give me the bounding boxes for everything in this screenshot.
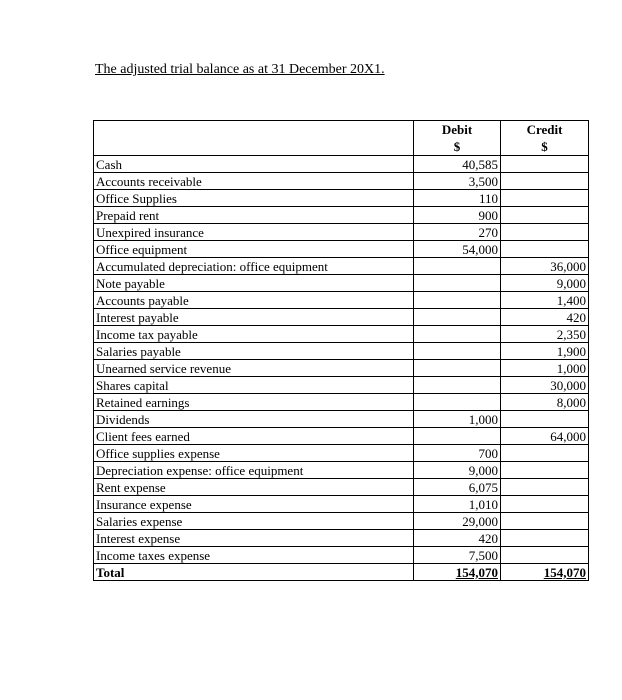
- account-cell: Client fees earned: [94, 428, 414, 445]
- credit-cell: [501, 241, 589, 258]
- account-cell: Office Supplies: [94, 190, 414, 207]
- debit-currency-label: $: [453, 139, 461, 154]
- table-row: [94, 479, 589, 496]
- credit-cell: [501, 496, 589, 513]
- table-total-row: [94, 564, 589, 581]
- total-credit-cell: [501, 564, 589, 581]
- debit-cell: 420: [414, 530, 501, 547]
- debit-cell: 900: [414, 207, 501, 224]
- account-cell: Salaries payable: [94, 343, 414, 360]
- credit-cell: [501, 547, 589, 564]
- table-row: [94, 462, 589, 479]
- debit-cell: 3,500: [414, 173, 501, 190]
- credit-cell: 2,350: [501, 326, 589, 343]
- debit-cell: 40,585: [414, 156, 501, 173]
- table-row: [94, 258, 589, 275]
- account-cell: Accumulated depreciation: office equipment: [94, 258, 414, 275]
- document-title: The adjusted trial balance as at 31 December 20X1.: [95, 62, 385, 77]
- table-row: [94, 377, 589, 394]
- credit-cell: 9,000: [501, 275, 589, 292]
- table-row: [94, 309, 589, 326]
- table-row: [94, 326, 589, 343]
- credit-cell: [501, 513, 589, 530]
- account-cell: Rent expense: [94, 479, 414, 496]
- credit-cell: 1,000: [501, 360, 589, 377]
- debit-cell: [414, 292, 501, 309]
- total-debit-cell: [414, 564, 501, 581]
- credit-cell: [501, 462, 589, 479]
- debit-column-header: [414, 121, 501, 156]
- table-row: [94, 513, 589, 530]
- table-row: [94, 275, 589, 292]
- debit-cell: [414, 377, 501, 394]
- table-row: [94, 156, 589, 173]
- credit-cell: [501, 224, 589, 241]
- account-cell: Income taxes expense: [94, 547, 414, 564]
- account-cell: Prepaid rent: [94, 207, 414, 224]
- table-row: [94, 241, 589, 258]
- account-column-header: [94, 121, 414, 156]
- account-cell: Interest expense: [94, 530, 414, 547]
- credit-cell: [501, 411, 589, 428]
- account-cell: Office equipment: [94, 241, 414, 258]
- credit-cell: 30,000: [501, 377, 589, 394]
- account-cell: Salaries expense: [94, 513, 414, 530]
- credit-cell: [501, 173, 589, 190]
- credit-currency-label: $: [541, 139, 548, 154]
- credit-cell: 1,900: [501, 343, 589, 360]
- account-cell: Depreciation expense: office equipment: [94, 462, 414, 479]
- account-cell: Retained earnings: [94, 394, 414, 411]
- debit-cell: 29,000: [414, 513, 501, 530]
- table-row: [94, 428, 589, 445]
- credit-cell: [501, 156, 589, 173]
- debit-cell: 270: [414, 224, 501, 241]
- trial-balance-table: [93, 120, 589, 581]
- credit-cell: 1,400: [501, 292, 589, 309]
- debit-cell: 54,000: [414, 241, 501, 258]
- account-cell: Dividends: [94, 411, 414, 428]
- debit-cell: 9,000: [414, 462, 501, 479]
- total-credit-value: 154,070: [543, 564, 586, 580]
- account-cell: Cash: [94, 156, 414, 173]
- credit-header-label: Credit: [526, 122, 563, 137]
- account-cell: Unexpired insurance: [94, 224, 414, 241]
- table-row: [94, 360, 589, 377]
- total-debit-value: 154,070: [455, 564, 498, 580]
- credit-cell: 420: [501, 309, 589, 326]
- account-cell: Note payable: [94, 275, 414, 292]
- table-body: [94, 156, 589, 581]
- credit-cell: 64,000: [501, 428, 589, 445]
- debit-cell: [414, 394, 501, 411]
- debit-cell: 700: [414, 445, 501, 462]
- table-row: [94, 207, 589, 224]
- table-row: [94, 173, 589, 190]
- table-row: [94, 547, 589, 564]
- account-cell: Shares capital: [94, 377, 414, 394]
- table-row: [94, 190, 589, 207]
- debit-cell: [414, 326, 501, 343]
- table-row: [94, 224, 589, 241]
- debit-cell: [414, 258, 501, 275]
- credit-cell: [501, 479, 589, 496]
- credit-cell: 36,000: [501, 258, 589, 275]
- debit-header-label: Debit: [441, 122, 473, 137]
- credit-cell: [501, 530, 589, 547]
- debit-cell: [414, 309, 501, 326]
- credit-cell: [501, 190, 589, 207]
- credit-cell: 8,000: [501, 394, 589, 411]
- debit-cell: 1,000: [414, 411, 501, 428]
- account-cell: Income tax payable: [94, 326, 414, 343]
- debit-cell: 1,010: [414, 496, 501, 513]
- debit-cell: [414, 360, 501, 377]
- credit-cell: [501, 207, 589, 224]
- table-row: [94, 530, 589, 547]
- account-cell: Accounts receivable: [94, 173, 414, 190]
- debit-cell: 6,075: [414, 479, 501, 496]
- account-cell: Accounts payable: [94, 292, 414, 309]
- account-cell: Interest payable: [94, 309, 414, 326]
- debit-cell: [414, 343, 501, 360]
- credit-column-header: [501, 121, 589, 156]
- account-cell: Office supplies expense: [94, 445, 414, 462]
- table-row: [94, 496, 589, 513]
- table-row: [94, 292, 589, 309]
- total-label: Total: [94, 564, 414, 581]
- account-cell: Unearned service revenue: [94, 360, 414, 377]
- table-row: [94, 411, 589, 428]
- debit-cell: [414, 428, 501, 445]
- debit-cell: 7,500: [414, 547, 501, 564]
- table-header-row: [94, 121, 589, 156]
- credit-cell: [501, 445, 589, 462]
- table-row: [94, 445, 589, 462]
- account-cell: Insurance expense: [94, 496, 414, 513]
- table-row: [94, 343, 589, 360]
- debit-cell: 110: [414, 190, 501, 207]
- debit-cell: [414, 275, 501, 292]
- table-row: [94, 394, 589, 411]
